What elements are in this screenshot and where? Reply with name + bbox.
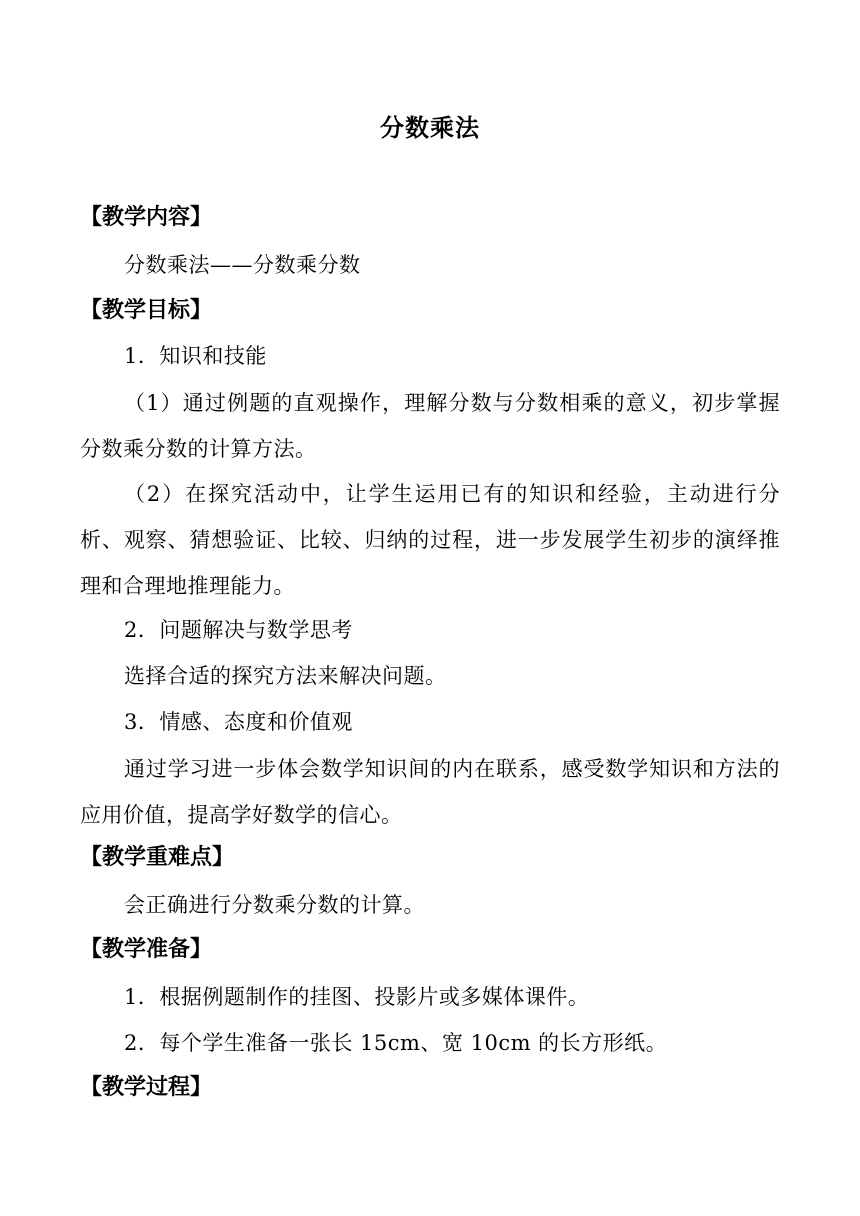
goal-item-3-text: 通过学习进一步体会数学知识间的内在联系，感受数学知识和方法的应用价值，提高学好数学的信心。 bbox=[80, 757, 780, 827]
key-points-text: 会正确进行分数乘分数的计算。 bbox=[124, 893, 425, 917]
heading-teaching-process: 【教学过程】 bbox=[80, 1075, 213, 1100]
goal-item-3: 3．情感、态度和价值观 bbox=[124, 710, 353, 734]
document-title: 分数乘法 bbox=[380, 114, 480, 142]
preparation-item-2: 2．每个学生准备一张长 15cm、宽 10cm 的长方形纸。 bbox=[124, 1031, 668, 1055]
teaching-content-text: 分数乘法——分数乘分数 bbox=[124, 253, 361, 277]
goal-item-2-text: 选择合适的探究方法来解决问题。 bbox=[124, 664, 447, 688]
heading-teaching-preparation: 【教学准备】 bbox=[80, 937, 213, 962]
preparation-item-1: 1．根据例题制作的挂图、投影片或多媒体课件。 bbox=[124, 985, 590, 1009]
heading-teaching-content: 【教学内容】 bbox=[80, 205, 213, 230]
goal-item-1: 1．知识和技能 bbox=[124, 344, 267, 368]
goal-item-1-paragraph-1: （1）通过例题的直观操作，理解分数与分数相乘的意义，初步掌握分数乘分数的计算方法。 bbox=[80, 391, 780, 461]
heading-key-points: 【教学重难点】 bbox=[80, 845, 235, 870]
goal-item-1-paragraph-2: （2）在探究活动中，让学生运用已有的知识和经验，主动进行分析、观察、猜想验证、比较、归纳的过程，进一步发展学生初步的演绎推理和合理地推理能力。 bbox=[80, 482, 780, 598]
goal-item-2: 2．问题解决与数学思考 bbox=[124, 618, 353, 642]
heading-teaching-goals: 【教学目标】 bbox=[80, 298, 213, 323]
